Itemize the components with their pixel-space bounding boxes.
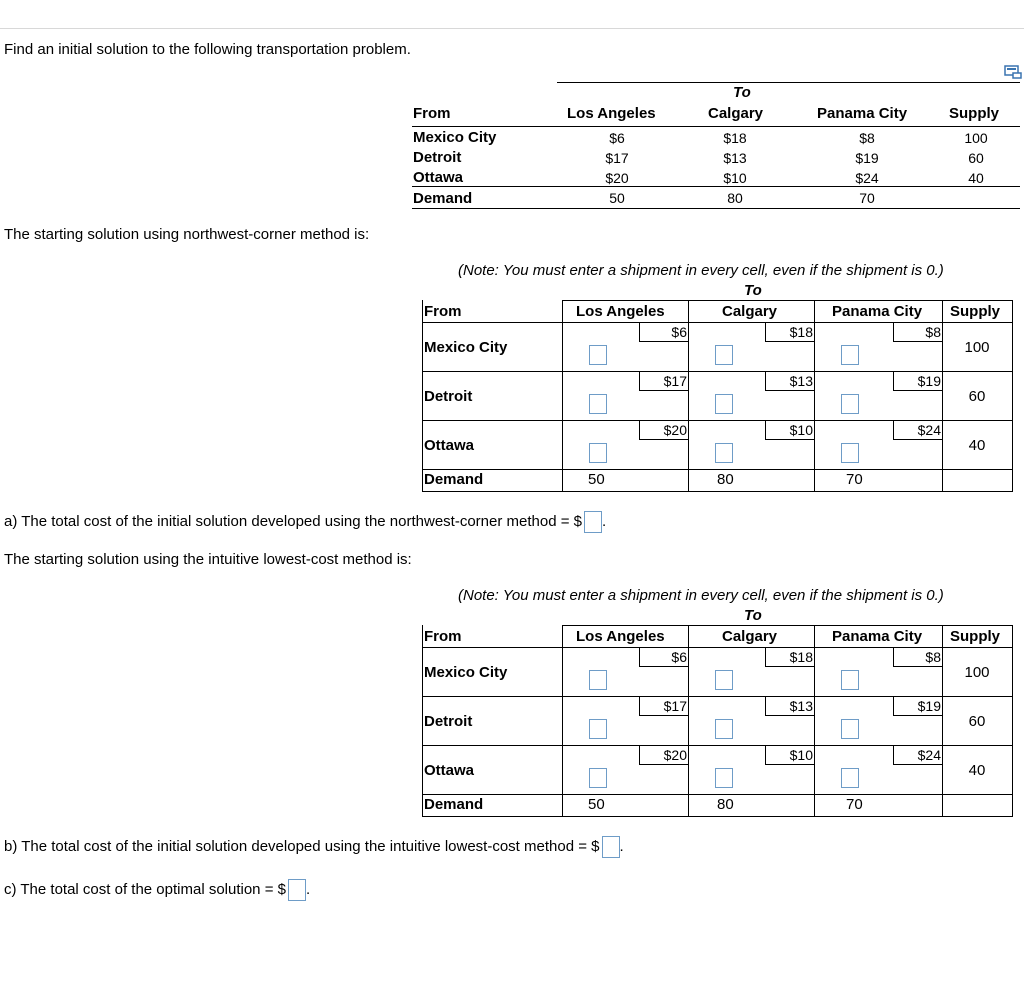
nw-col-header: Panama City	[832, 303, 923, 320]
cost-cell: $10	[723, 170, 747, 186]
nw-row-label: Detroit	[424, 388, 473, 405]
nw-demand-label: Demand	[424, 471, 484, 488]
lc-shipment-input[interactable]	[589, 719, 607, 739]
row-label-mexico-city: Mexico City	[413, 129, 497, 146]
nw-col-header: Supply	[950, 303, 1001, 320]
nw-note: (Note: You must enter a shipment in every cell, even if the shipment is 0.)	[458, 262, 944, 279]
nw-supply-value: 40	[968, 437, 986, 454]
nw-shipment-input[interactable]	[589, 345, 607, 365]
nw-shipment-input[interactable]	[715, 443, 733, 463]
nw-to-header: To	[744, 282, 762, 299]
row-label-detroit: Detroit	[413, 149, 462, 166]
lc-demand-value: 50	[588, 796, 605, 813]
nw-demand-value: 70	[846, 471, 863, 488]
lc-cost-corner: $10	[765, 746, 814, 765]
lc-supply-value: 100	[964, 664, 990, 681]
lc-shipment-input[interactable]	[841, 719, 859, 739]
nw-cost-corner: $24	[893, 421, 942, 440]
row-label-demand: Demand	[413, 190, 473, 207]
lc-shipment-input[interactable]	[589, 768, 607, 788]
lc-cost-corner: $17	[639, 697, 688, 716]
lc-shipment-input[interactable]	[841, 670, 859, 690]
nw-demand-value: 50	[588, 471, 605, 488]
nw-col-header: Calgary	[722, 303, 778, 320]
nw-cost-corner: $8	[893, 323, 942, 342]
lc-supply-value: 60	[968, 713, 986, 730]
lc-cost-corner: $18	[765, 648, 814, 667]
nw-shipment-input[interactable]	[841, 345, 859, 365]
lc-col-header: Calgary	[722, 628, 778, 645]
lc-col-header: Los Angeles	[576, 628, 665, 645]
lc-intro: The starting solution using the intuitive lowest-cost method is:	[4, 551, 412, 568]
intro-text: Find an initial solution to the following transportation problem.	[4, 41, 411, 58]
nw-shipment-input[interactable]	[715, 345, 733, 365]
lc-shipment-input[interactable]	[715, 719, 733, 739]
nw-shipment-input[interactable]	[589, 394, 607, 414]
col-header-panama-city: Panama City	[817, 105, 908, 122]
lc-col-header: From	[424, 628, 462, 645]
answer-b-input[interactable]	[602, 836, 620, 858]
lc-note: (Note: You must enter a shipment in every cell, even if the shipment is 0.)	[458, 587, 944, 604]
nw-demand-value: 80	[717, 471, 734, 488]
nw-shipment-input[interactable]	[841, 394, 859, 414]
nw-cost-corner: $19	[893, 372, 942, 391]
lc-cost-corner: $20	[639, 746, 688, 765]
lc-col-header: Panama City	[832, 628, 923, 645]
lowest-cost-grid	[422, 605, 1012, 835]
col-header-supply: Supply	[949, 105, 1000, 122]
nw-shipment-input[interactable]	[715, 394, 733, 414]
lc-demand-label: Demand	[424, 796, 484, 813]
lc-shipment-input[interactable]	[589, 670, 607, 690]
nw-cost-corner: $10	[765, 421, 814, 440]
lc-row-label: Ottawa	[424, 762, 475, 779]
nw-cost-corner: $18	[765, 323, 814, 342]
lc-to-header: To	[744, 607, 762, 624]
lc-supply-value: 40	[968, 762, 986, 779]
nw-cost-corner: $20	[639, 421, 688, 440]
supply-cell: 40	[968, 170, 984, 186]
cost-cell: $24	[855, 170, 879, 186]
col-header-calgary: Calgary	[708, 105, 764, 122]
nw-col-header: From	[424, 303, 462, 320]
cost-cell: $17	[605, 150, 629, 166]
answer-c-input[interactable]	[288, 879, 306, 901]
cost-cell: $18	[723, 130, 747, 146]
print-icon[interactable]	[1004, 63, 1022, 79]
question-b: b) The total cost of the initial solution developed using the intuitive lowest-cost method = $ .	[4, 836, 624, 858]
nw-shipment-input[interactable]	[589, 443, 607, 463]
supply-cell: 100	[964, 130, 988, 146]
col-header-los-angeles: Los Angeles	[567, 105, 656, 122]
supply-cell: 60	[968, 150, 984, 166]
lc-demand-value: 70	[846, 796, 863, 813]
lc-row-label: Detroit	[424, 713, 473, 730]
nw-shipment-input[interactable]	[841, 443, 859, 463]
lc-cost-corner: $19	[893, 697, 942, 716]
demand-cell: 50	[609, 190, 625, 206]
cost-cell: $8	[859, 130, 875, 146]
cost-cell: $19	[855, 150, 879, 166]
nw-cost-corner: $17	[639, 372, 688, 391]
lc-cost-corner: $8	[893, 648, 942, 667]
nw-row-label: Mexico City	[424, 339, 508, 356]
lc-col-header: Supply	[950, 628, 1001, 645]
row-label-ottawa: Ottawa	[413, 169, 464, 186]
lc-cost-corner: $13	[765, 697, 814, 716]
answer-a-input[interactable]	[584, 511, 602, 533]
cost-cell: $6	[609, 130, 625, 146]
cost-cell: $13	[723, 150, 747, 166]
lc-cost-corner: $6	[639, 648, 688, 667]
nw-supply-value: 60	[968, 388, 986, 405]
lc-demand-value: 80	[717, 796, 734, 813]
demand-cell: 80	[727, 190, 743, 206]
nw-col-header: Los Angeles	[576, 303, 665, 320]
demand-cell: 70	[859, 190, 875, 206]
from-header: From	[413, 105, 451, 122]
question-c: c) The total cost of the optimal solution = $ .	[4, 879, 310, 901]
nw-row-label: Ottawa	[424, 437, 475, 454]
lc-shipment-input[interactable]	[841, 768, 859, 788]
lc-shipment-input[interactable]	[715, 670, 733, 690]
nw-cost-corner: $6	[639, 323, 688, 342]
nw-supply-value: 100	[964, 339, 990, 356]
question-a: a) The total cost of the initial solution developed using the northwest-corner method = $ .	[4, 511, 606, 533]
nw-cost-corner: $13	[765, 372, 814, 391]
to-header: To	[733, 84, 751, 101]
lc-row-label: Mexico City	[424, 664, 508, 681]
northwest-corner-grid	[422, 280, 1012, 510]
lc-shipment-input[interactable]	[715, 768, 733, 788]
top-divider	[0, 28, 1024, 29]
lc-cost-corner: $24	[893, 746, 942, 765]
nw-intro: The starting solution using northwest-corner method is:	[4, 226, 370, 243]
cost-cell: $20	[605, 170, 629, 186]
problem-table	[412, 82, 1020, 212]
